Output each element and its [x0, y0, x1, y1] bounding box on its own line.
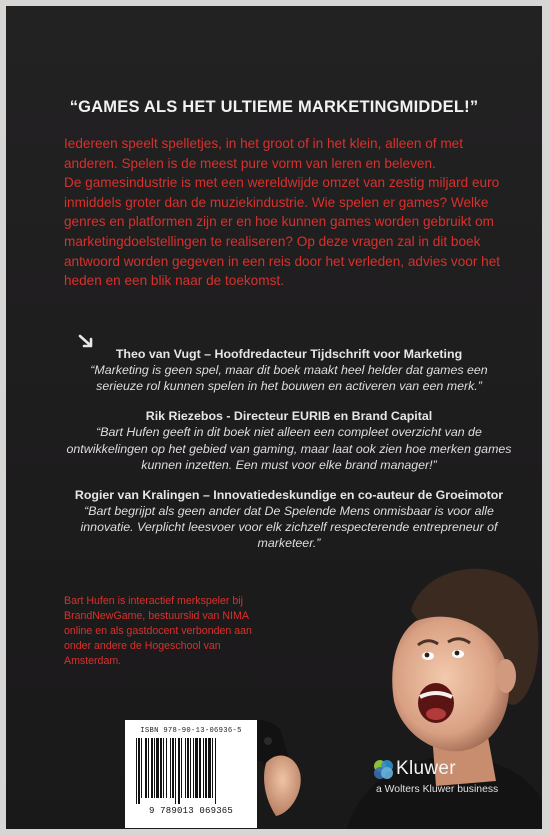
- barcode-bar: [193, 738, 194, 798]
- barcode-bar: [208, 738, 211, 798]
- endorsement-author: Rik Riezebos - Directeur EURIB en Brand Capital: [145, 409, 433, 424]
- barcode-bar: [203, 738, 204, 798]
- barcode-bar: [178, 738, 180, 804]
- endorsement-text: “Marketing is geen spel, maar dit boek maakt heel helder dat games een serieuze rol kunnen spelen in het bouwen en activeren van een merk.”: [90, 363, 488, 394]
- endorsement: [66, 346, 512, 394]
- barcode: [125, 720, 257, 828]
- barcode-bar: [138, 738, 140, 804]
- barcode-bar: [175, 738, 176, 804]
- publisher-logo: [362, 750, 534, 810]
- barcode-bar: [163, 738, 164, 798]
- blurb-paragraph: De gamesindustrie is met een wereldwijde omzet van zestig miljard euro inmiddels groter dan de muziekindustrie. Wie spelen er games? Welke genres en platformen zijn er en hoe kunnen games worden gebruikt om marketingdoelstellingen te realiseren? Op deze vragen zal in dit boek antwoord worden gegeven in een reis door het verleden, advies voor het heden en een blik naar de toekomst.: [64, 175, 501, 289]
- barcode-bar: [156, 738, 159, 798]
- endorsement-author: Theo van Vugt – Hoofdredacteur Tijdschrift voor Marketing: [115, 347, 463, 361]
- headline: “GAMES ALS HET ULTIEME MARKETINGMIDDEL!”: [69, 98, 479, 116]
- barcode-bar: [151, 738, 153, 798]
- endorsement: [66, 487, 512, 552]
- barcode-digits: 9 789013 069365: [148, 806, 233, 816]
- barcode-bar: [172, 738, 174, 798]
- author-bio: Bart Hufen is interactief merkspeler bij BrandNewGame, bestuurslid van NIMA online en als gastdocent verbonden aan onder andere de Hogeschool van Amsterdam.: [64, 595, 252, 667]
- kluwer-logo-icon: [372, 758, 394, 780]
- barcode-bar: [212, 738, 213, 798]
- barcode-bar: [215, 738, 216, 804]
- book-back-cover: [6, 6, 542, 829]
- publisher-tagline: a Wolters Kluwer business: [376, 784, 499, 795]
- barcode-bar: [136, 738, 137, 804]
- endorsement: [66, 408, 512, 473]
- endorsements: [66, 346, 512, 566]
- barcode-bar: [160, 738, 162, 798]
- endorsement-text: “Bart begrijpt als geen ander dat De Spelende Mens onmisbaar is voor alle innovatie. Verplicht leesvoer voor elk zichzelf respecterende entrepreneur of marketeer.”: [80, 504, 498, 551]
- endorsement-text: “Bart Hufen geeft in dit boek niet alleen een compleet overzicht van de ontwikkelingen op het gebied van gaming, maar laat ook zien hoe merken games kunnen inzetten. Een must voor elke brand manager!”: [66, 425, 512, 472]
- endorsement-author: Rogier van Kralingen – Innovatiedeskundige en co-auteur de Groeimotor: [74, 488, 504, 503]
- publisher-name: Kluwer: [396, 758, 456, 779]
- barcode-bar: [195, 738, 198, 798]
- barcode-bars: [134, 738, 248, 804]
- barcode-bar: [199, 738, 201, 798]
- barcode-bar: [181, 738, 182, 798]
- blurb: [64, 134, 512, 291]
- barcode-bar: [145, 738, 147, 798]
- barcode-bar: [141, 738, 142, 798]
- barcode-bar: [166, 738, 167, 798]
- blurb-paragraph: Iedereen speelt spelletjes, in het groot of in het klein, alleen of met anderen. Spelen is de meest pure vorm van leren en beleven.: [64, 136, 463, 171]
- barcode-bar: [205, 738, 207, 798]
- barcode-bar: [154, 738, 155, 798]
- isbn-label: ISBN 978-90-13-06936-5: [140, 727, 242, 735]
- barcode-bar: [185, 738, 186, 798]
- barcode-bar: [148, 738, 149, 798]
- barcode-bar: [187, 738, 189, 798]
- barcode-bar: [170, 738, 171, 798]
- barcode-bar: [190, 738, 191, 798]
